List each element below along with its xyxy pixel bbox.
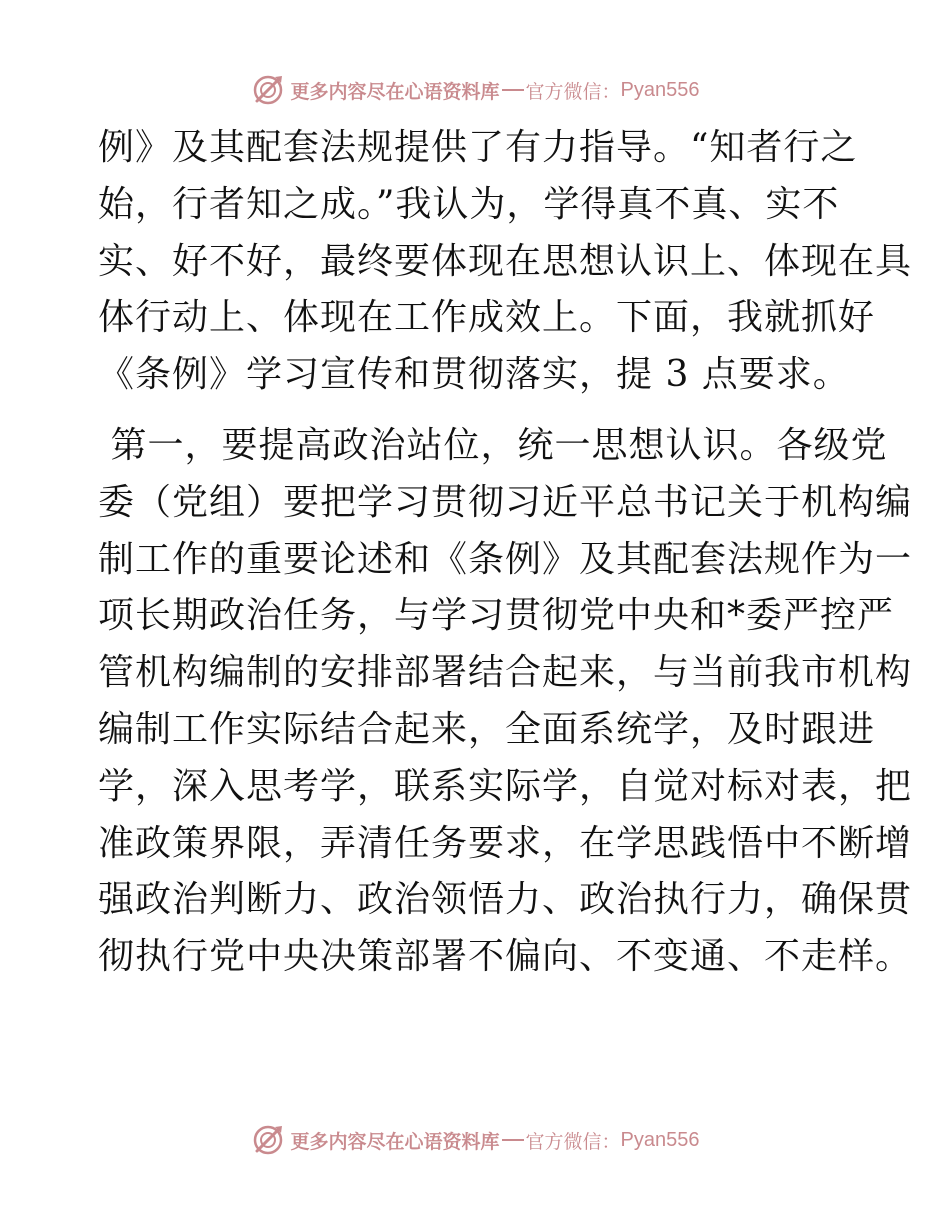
site-name: 更多内容尽在心语资料库 xyxy=(290,80,500,103)
footer-watermark xyxy=(0,1120,950,1160)
text-line: 委（党组）要把学习贯彻习近平总书记关于机构编 xyxy=(98,481,913,523)
logo-icon xyxy=(251,1123,285,1157)
text-line: 例》及其配套法规提供了有力指导。“知者行之 xyxy=(98,127,858,168)
separator-dash xyxy=(502,89,524,91)
text-line: 体行动上、体现在工作成效上。下面，我就抓好 xyxy=(98,297,876,339)
text-line: 始，行者知之成。”我认为，学得真不真、实不 xyxy=(98,183,840,225)
text-line: 强政治判断力、政治领悟力、政治执行力，确保贯 xyxy=(98,879,913,921)
header-watermark xyxy=(0,70,950,110)
logo-icon xyxy=(251,73,285,107)
text-line: 编制工作实际结合起来，全面系统学，及时跟进 xyxy=(98,708,876,750)
wechat-label: 官方微信： xyxy=(525,1130,621,1153)
text-line: 项长期政治任务，与学习贯彻党中央和*委严控严 xyxy=(98,595,895,637)
paragraph-gap xyxy=(98,404,868,418)
wechat-label: 官方微信： xyxy=(525,80,621,103)
text-line: 《条例》学习宣传和贯彻落实，提 3 点要求。 xyxy=(98,354,850,396)
text-line: 管机构编制的安排部署结合起来，与当前我市机构 xyxy=(98,652,913,694)
wechat-id: Pyan556 xyxy=(620,78,700,101)
wechat-id: Pyan556 xyxy=(620,1128,700,1151)
document-body xyxy=(98,120,913,986)
site-name: 更多内容尽在心语资料库 xyxy=(290,1130,500,1153)
text-line: 制工作的重要论述和《条例》及其配套法规作为一 xyxy=(98,538,913,580)
text-line: 彻执行党中央决策部署不偏向、不变通、不走样。 xyxy=(98,936,913,978)
text-line: 第一，要提高政治站位，统一思想认识。各级党 xyxy=(98,424,888,466)
text-line: 实、好不好，最终要体现在思想认识上、体现在具 xyxy=(98,240,913,282)
text-line: 学，深入思考学，联系实际学，自觉对标对表，把 xyxy=(98,765,913,807)
separator-dash xyxy=(502,1139,524,1141)
text-line: 准政策界限，弄清任务要求，在学思践悟中不断增 xyxy=(98,822,913,864)
